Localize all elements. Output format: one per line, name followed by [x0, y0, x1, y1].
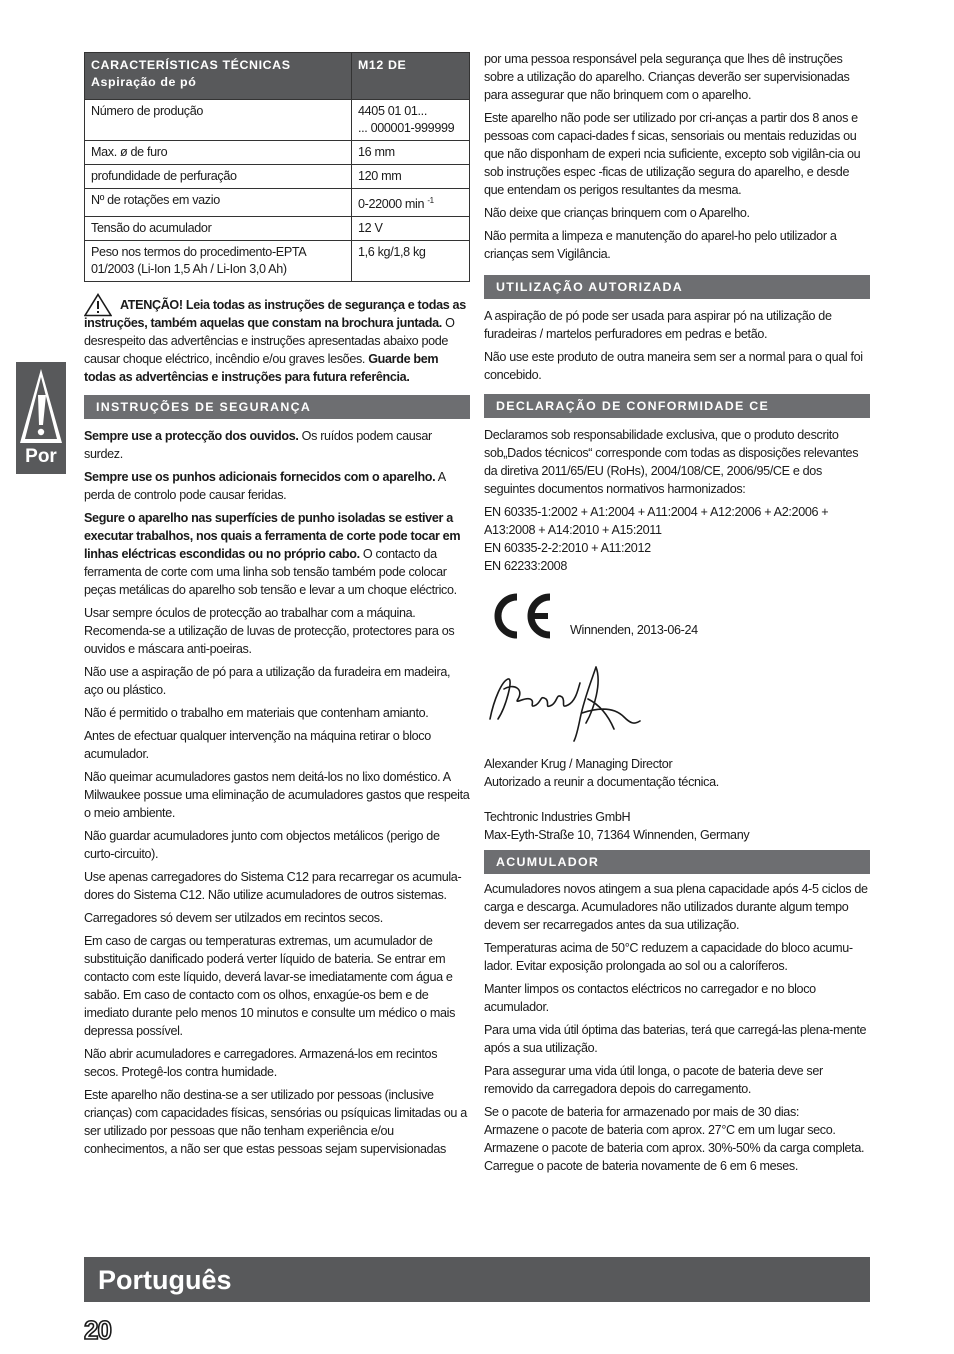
paragraph: por uma pessoa responsável pela segurança que lhes dê instruções sobre a utilização do aparelho. Crianças deverão ser supervisionadas para assegurar que não brinquem com o aparelho. — [484, 52, 850, 102]
footer-language-label: Português — [98, 1265, 232, 1295]
paragraph-text: A perda de controlo pode causar feridas. — [84, 470, 446, 503]
paragraph: Não é permitido o trabalho em materiais que contenham amianto. — [84, 706, 429, 721]
table-cell-value — [352, 189, 470, 217]
paragraph: Armazene o pacote de bateria com aprox. 27°C em um lugar seco. — [484, 1123, 836, 1137]
signature-image — [484, 659, 654, 745]
company-name: Techtronic Industries GmbH — [484, 810, 631, 824]
warning-text: O desrespeito das advertências e instruções apresentadas abaixo pode causar choque eléctrico, incêndio e/ou graves lesões. — [84, 316, 455, 367]
table-cell-label: Tensão do acumulador — [85, 217, 352, 241]
authorized-text: Autorizado a reunir a documentação técnica. — [484, 775, 719, 789]
paragraph: Este aparelho não pode ser utilizado por cri-anças a partir dos 8 anos e pessoas com capaci-dades f sicas, sensoriais ou mentais reduzidas ou que não disponham de experi ncia suficiente, excepto sob vigilân-cia ou sob instruções espec -ficas de utilização segura do aparelho, e desde que entendam os perigos resultantes da mesma. — [484, 111, 861, 197]
table-row — [85, 165, 470, 189]
warning-notice — [84, 296, 470, 386]
paragraph: Usar sempre óculos de protecção ao trabalhar com a máquina. Recomenda-se a utilização de luvas de protecção, protectores para os ouvidos e máscara anti-poeiras. — [84, 606, 455, 657]
paragraph: Declaramos sob responsabilidade exclusiva, que o produto descrito sob„Dados técnicos“ corresponde com todas as disposições relevantes da diretiva 2011/65/EU (RoHs), 2004/108/CE, 2006/95/CE e dos seguintes documentos normativos harmonizados: — [484, 428, 859, 496]
company-address: Max-Eyth-Straße 10, 71364 Winnenden, Germany — [484, 828, 750, 842]
paragraph: Não guardar acumuladores junto com objectos metálicos (perigo de curto-circuito). — [84, 829, 440, 862]
section-heading-battery: ACUMULADOR — [484, 850, 870, 874]
standard-line: EN 60335-2-2:2010 + A11:2012 — [484, 541, 651, 555]
value-line1: 4405 01 01... — [358, 104, 427, 118]
standard-line: EN 60335-1:2002 + A1:2004 + A11:2004 + A12:2006 + A2:2006 + A13:2008 + A14:2010 + A15:2011 — [484, 505, 829, 537]
table-header-title-line2: Aspiração de pó — [91, 75, 197, 89]
warning-triangle-icon — [84, 293, 112, 317]
warning-keep-text: Guarde bem todas as advertências e instruções para futura referência. — [84, 352, 439, 385]
left-column — [84, 52, 470, 1163]
declaration-date: Winnenden, 2013-06-24 — [570, 623, 698, 637]
standard-line: EN 62233:2008 — [484, 559, 567, 573]
ce-mark-row — [484, 593, 870, 653]
table-row — [85, 241, 470, 282]
table-cell-label — [85, 241, 352, 282]
paragraph: Não use a aspiração de pó para a utilização da furadeira em madeira, aço ou plástico. — [84, 665, 451, 698]
table-header-title-line1: CARACTERÍSTICAS TÉCNICAS — [91, 58, 291, 72]
paragraph: Em caso de cargas ou temperaturas extremas, um acumulador de substituição danificado poderá verter líquido de bateria. Se entrar em contacto com este líquido, deverá lavar-se imediatamente com água e sabão. Em caso de contacto com os olhos, enxagúe-os bem e de imediato durante pelo menos 10 minutos e consulte um médico o mais depressa possível. — [84, 934, 456, 1039]
table-cell-label: Max. ø de furo — [85, 141, 352, 165]
paragraph: Não permita a limpeza e manutenção do aparel-ho pelo utilizador a crianças sem Vigilância. — [484, 229, 837, 261]
technical-specs-table — [84, 52, 470, 282]
table-row — [85, 141, 470, 165]
paragraph — [84, 427, 470, 463]
table-header-model: M12 DE — [352, 53, 470, 100]
paragraph: Manter limpos os contactos eléctricos no carregador e no bloco acumulador. — [484, 982, 816, 1014]
table-row — [85, 100, 470, 141]
warning-bold-text: ATENÇÃO! Leia todas as instruções de segurança e todas as instruções, também aquelas que constam na brochura juntada. — [84, 298, 466, 331]
table-cell-value: 12 V — [352, 217, 470, 241]
value-line2: ... 000001-999999 — [358, 121, 455, 135]
bold-lead: Segure o aparelho nas superfícies de punho isoladas se estiver a executar trabalhos, nos quais a ferramenta de corte pode tocar em linhas eléctricas escondidas ou no próprio cabo. — [84, 511, 461, 562]
paragraph: Para assegurar uma vida útil longa, o pacote de bateria deve ser removido da carregadora depois do carregamento. — [484, 1064, 823, 1096]
table-header-title — [85, 53, 352, 100]
signature — [484, 659, 870, 745]
paragraph: Este aparelho não destina-se a ser utilizado por pessoas (inclusive crianças) com capacidades físicas, sensórias ou psíquicas limitadas ou a ser utilizado por pessoas que não tenham experiência e/ou conhecimentos, a não ser que estas pessoas sejam supervisionadas — [84, 1088, 467, 1157]
right-column — [484, 50, 870, 1175]
warning-exclamation-icon — [19, 367, 63, 445]
table-cell-label: Nº de rotações em vazio — [85, 189, 352, 217]
bold-lead: Sempre use os punhos adicionais fornecidos com o aparelho. — [84, 470, 436, 485]
label-line1: Peso nos termos do procedimento-EPTA — [91, 245, 307, 260]
table-cell-value: 1,6 kg/1,8 kg — [352, 241, 470, 282]
section-heading-conformity: DECLARAÇÃO DE CONFORMIDADE CE — [484, 394, 870, 418]
paragraph: A aspiração de pó pode ser usada para aspirar pó na utilização de furadeiras / martelos perfuradores em pedras e betão. — [484, 309, 832, 341]
paragraph: Antes de efectuar qualquer intervenção na máquina retirar o bloco acumulador. — [84, 729, 431, 762]
paragraph: Não abrir acumuladores e carregadores. Armazená-los em recintos secos. Protegê-los contra humidade. — [84, 1047, 438, 1080]
table-row — [85, 217, 470, 241]
paragraph: Se o pacote de bateria for armazenado por mais de 30 dias: — [484, 1105, 800, 1119]
paragraph: Não deixe que crianças brinquem com o Aparelho. — [484, 206, 750, 220]
bold-lead: Sempre use a protecção dos ouvidos. — [84, 429, 299, 444]
paragraph: Armazene o pacote de bateria com aprox. 30%-50% da carga completa. — [484, 1141, 865, 1155]
paragraph: Carregue o pacote de bateria novamente de 6 em 6 meses. — [484, 1159, 798, 1173]
side-language-tab — [16, 362, 66, 474]
paragraph: Carregadores só devem ser utilzados em recintos secos. — [84, 911, 383, 926]
table-cell-label: profundidade de perfuração — [85, 165, 352, 189]
paragraph: Não use este produto de outra maneira sem ser a normal para o qual foi concebido. — [484, 350, 863, 382]
value-text: 0-22000 min — [358, 197, 425, 212]
table-row — [85, 189, 470, 217]
footer-language-bar — [84, 1257, 870, 1302]
table-cell-label: Número de produção — [85, 100, 352, 141]
paragraph: Não queimar acumuladores gastos nem deitá-los no lixo doméstico. A Milwaukee possue uma eliminação de acumuladores gastos que respeita o meio ambiente. — [84, 770, 470, 821]
paragraph: Use apenas carregadores do Sistema C12 para recarregar os acumula-dores do Sistema C12. Não utilize acumuladores de outros sistemas. — [84, 870, 462, 903]
side-tab-label: Por — [25, 446, 57, 467]
section-heading-safety: INSTRUÇÕES DE SEGURANÇA — [84, 395, 470, 419]
signer-name: Alexander Krug / Managing Director — [484, 757, 673, 771]
table-header-row — [85, 53, 470, 100]
ce-mark-icon — [488, 593, 552, 639]
table-cell-value: 120 mm — [352, 165, 470, 189]
paragraph-text: O contacto da ferramenta de corte com uma linha sob tensão também pode colocar peças metálicas do aparelho sob tensão e levar a um choque eléctrico. — [84, 547, 457, 598]
table-cell-value: 16 mm — [352, 141, 470, 165]
value-exponent: -1 — [427, 196, 434, 205]
paragraph — [84, 468, 470, 504]
paragraph: Temperaturas acima de 50°C reduzem a capacidade do bloco acumu-lador. Evitar exposição prolongada ao sol ou a caloríferos. — [484, 941, 853, 973]
paragraph-text: Os ruídos podem causar surdez. — [84, 429, 432, 462]
section-heading-usage: UTILIZAÇÃO AUTORIZADA — [484, 275, 870, 299]
paragraph — [84, 509, 470, 599]
paragraph: Acumuladores novos atingem a sua plena capacidade após 4-5 ciclos de carga e descarga. Acumuladores não utilizados durante algum tempo devem ser recarregados antes da sua utilização. — [484, 882, 868, 932]
label-line2: 01/2003 (Li-Ion 1,5 Ah / Li-Ion 3,0 Ah) — [91, 262, 287, 277]
table-cell-value — [352, 100, 470, 141]
paragraph: Para uma vida útil óptima das baterias, terá que carregá-las plena-mente após a sua utilização. — [484, 1023, 867, 1055]
page-number: 20 — [84, 1315, 111, 1345]
